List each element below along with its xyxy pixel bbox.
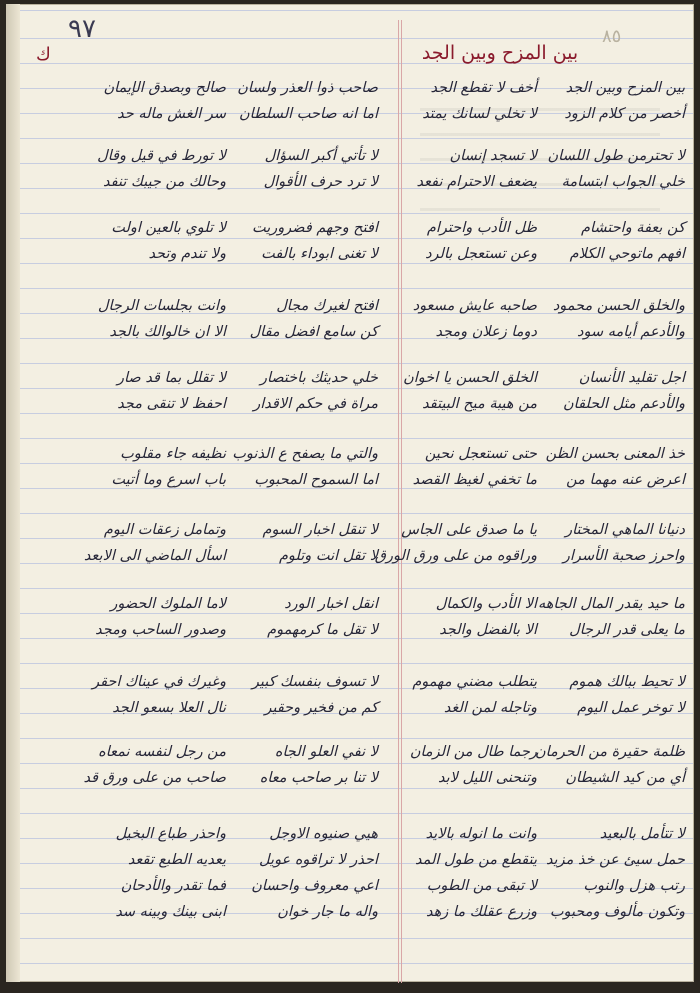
faint-page-number: ٨٥ [602, 26, 622, 47]
verse-right: أخصر من كلام الزود [564, 106, 685, 122]
margin-rule [398, 20, 399, 983]
verse-left-mid: لا تنقل اخبار السوم [262, 522, 378, 538]
verse-left: وصدور الساحب ومجد [95, 622, 226, 638]
verse-right: دنيانا الماهي المختار [565, 522, 685, 538]
verse-left: لاما الملوك الحضور [110, 596, 226, 612]
verse-left: لا تلوي بالعين اولت [111, 220, 226, 236]
verse-right: حمل سيئ عن خذ مزيد [545, 852, 685, 868]
verse-right-mid: لا تبقى من الطوب [426, 878, 537, 894]
verse-left: فما تقدر والأدحان [120, 878, 226, 894]
verse-right-mid: الا الأدب والكمال [435, 596, 537, 612]
verse-right: كن بعفة واحتشام [581, 220, 685, 236]
verse-right: لا توخر عمل اليوم [577, 700, 685, 716]
verse-left-mid: لا ترد حرف الأقوال [263, 174, 378, 190]
verse-right-mid: دوما زعلان ومجد [435, 324, 537, 340]
verse-right: لا تحترمن طول اللسان [547, 148, 685, 164]
verse-right-mid: ظل الأدب واحترام [426, 220, 537, 236]
verse-left-mid: لا تغنى ابوداء بالفت [261, 246, 378, 262]
verse-right: اجل تقليد الأنسان [578, 370, 685, 386]
verse-left: سر الغش ماله حد [117, 106, 226, 122]
verse-left: ابنى بينك وبينه سد [115, 904, 226, 920]
verse-right: خلي الجواب ابتسامة [561, 174, 685, 190]
verse-left-mid: لا تقل انت وتلوم [278, 548, 378, 564]
verse-left-mid: اما انه صاحب السلطان [239, 106, 378, 122]
verse-left: واحذر طباع البخيل [115, 826, 226, 842]
verse-right: اعرض عنه مهما من [566, 472, 685, 488]
verse-right-mid: لا تسجد إنسان [449, 148, 537, 164]
verse-left: اسأل الماضي الى الابعد [83, 548, 226, 564]
verse-left: الا ان خالوالك بالجد [109, 324, 226, 340]
verse-right: لا تتأمل بالبعيد [599, 826, 685, 842]
verse-right-mid: رجما طال من الزمان [409, 744, 537, 760]
verse-left-mid: كم من فخير وحقير [264, 700, 378, 716]
verse-right-mid: الخلق الحسن يا اخوان [403, 370, 537, 386]
verse-left-mid: كن سامع افضل مقال [249, 324, 378, 340]
verse-right-mid: من هيبة ميح البيتقد [422, 396, 537, 412]
verse-right: بين المزح وبين الجد [565, 80, 685, 96]
verse-right: ظلمة حقيرة من الحرمان [534, 744, 685, 760]
verse-left-mid: هيي صنيوه الاوجل [269, 826, 378, 842]
verse-left-mid: واله ما جار خوان [277, 904, 378, 920]
bleed-through-text [420, 108, 660, 228]
verse-right: ما يعلى قدر الرجال [569, 622, 685, 638]
verse-left-mid: لا تأتي أكبر السؤال [264, 148, 378, 164]
verse-right-mid: وانت ما انوله بالايد [425, 826, 537, 842]
verse-left: نظيفه جاء مقلوب [120, 446, 226, 462]
verse-left: وانت بجلسات الرجال [97, 298, 226, 314]
verse-left: وحالك من جيبك تنفد [103, 174, 226, 190]
verse-left-mid: افتح لغيرك مجال [276, 298, 378, 314]
verse-right-mid: ما تخفي لغيظ القصد [412, 472, 537, 488]
verse-left: وتمامل زعقات اليوم [103, 522, 226, 538]
verse-left-mid: انقل اخبار الورد [284, 596, 378, 612]
verse-left-mid: اما السموح المحبوب [254, 472, 378, 488]
verse-left: لا تورط في قيل وقال [97, 148, 226, 164]
page-number: ٩٧ [68, 14, 96, 44]
verse-right-mid: يضعف الاحترام نفعد [416, 174, 537, 190]
verse-right-mid: يتطلب مضني مهموم [412, 674, 537, 690]
verse-right-mid: وتاجله لمن الغد [443, 700, 537, 716]
verse-right: والخلق الحسن محمود [552, 298, 685, 314]
verse-right-mid: حتى تستعجل نحين [424, 446, 537, 462]
verse-left-mid: صاحب ذوا العذر ولسان [237, 80, 378, 96]
verse-left: من رجل لنفسه نمعاه [98, 744, 226, 760]
verse-right-mid: وراقوه من على ورق الورق [374, 548, 537, 564]
rubric-mark: ك [36, 44, 51, 65]
page-binding [6, 4, 20, 982]
verse-left: ولا تندم وتحد [148, 246, 226, 262]
verse-right-mid: وعن تستعجل بالرد [425, 246, 537, 262]
verse-left-mid: لا تسوف بنفسك كبير [251, 674, 378, 690]
verse-right: خذ المعنى بحسن الظن [545, 446, 685, 462]
verse-right-mid: وتنحنى الليل لابد [438, 770, 537, 786]
verse-left-mid: خلي حديثك باختصار [259, 370, 378, 386]
verse-right: ما حيد يقدر المال الجاهه [538, 596, 685, 612]
verse-left-mid: افتح وجهم فضروريت [252, 220, 378, 236]
verse-right: لا تحيط ببالك هموم [569, 674, 685, 690]
verse-left: صالح وبصدق الإيمان [103, 80, 226, 96]
verse-right-mid: يتقطع من طول المد [415, 852, 537, 868]
verse-right: واحرز صحبة الأسرار [562, 548, 685, 564]
verse-right: وتكون مألوف ومحبوب [549, 904, 685, 920]
verse-left-mid: لا تنا بر صاحب معاه [259, 770, 378, 786]
verse-right-mid: وزرع عقلك ما زهد [426, 904, 537, 920]
verse-right-mid: صاحبه عايش مسعود [412, 298, 537, 314]
verse-left-mid: والتي ما يصفح ع الذنوب [232, 446, 378, 462]
verse-right-mid: الا بالفضل والجد [439, 622, 537, 638]
verse-left-mid: لا نفي العلو الجاه [274, 744, 378, 760]
verse-left: نال العلا بسعو الجد [112, 700, 226, 716]
verse-right-mid: يا ما صدق على الجاس [401, 522, 537, 538]
verse-left-mid: اعي معروف واحسان [251, 878, 378, 894]
verse-right: افهم ماتوحي الكلام [569, 246, 685, 262]
verse-right: والأدعم مثل الحلقان [563, 396, 685, 412]
verse-left-mid: لا تقل ما كرمهموم [267, 622, 378, 638]
verse-left: وغيرك في عيناك احقر [92, 674, 226, 690]
verse-left: لا تقلل بما قد صار [117, 370, 226, 386]
verse-right: أي من كيد الشيطان [565, 770, 685, 786]
verse-left: احفظ لا تنقى مجد [117, 396, 226, 412]
verse-left: باب اسرع وما أتيت [111, 472, 226, 488]
verse-left: يعديه الطبع تقعد [127, 852, 226, 868]
verse-right: رتب هزل والنوب [583, 878, 685, 894]
verse-left: صاحب من على ورق قد [83, 770, 226, 786]
verse-left-mid: احذر لا تراقوه عويل [259, 852, 378, 868]
verse-right: والأدعم أيامه سود [577, 324, 685, 340]
poem-title: بين المزح وبين الجد [421, 42, 579, 64]
verse-left-mid: مراة في حكم الاقدار [253, 396, 378, 412]
verse-right-mid: لا تخلي لسانك يمتد [422, 106, 537, 122]
verse-right-mid: أخف لا تقطع الجد [430, 80, 537, 96]
